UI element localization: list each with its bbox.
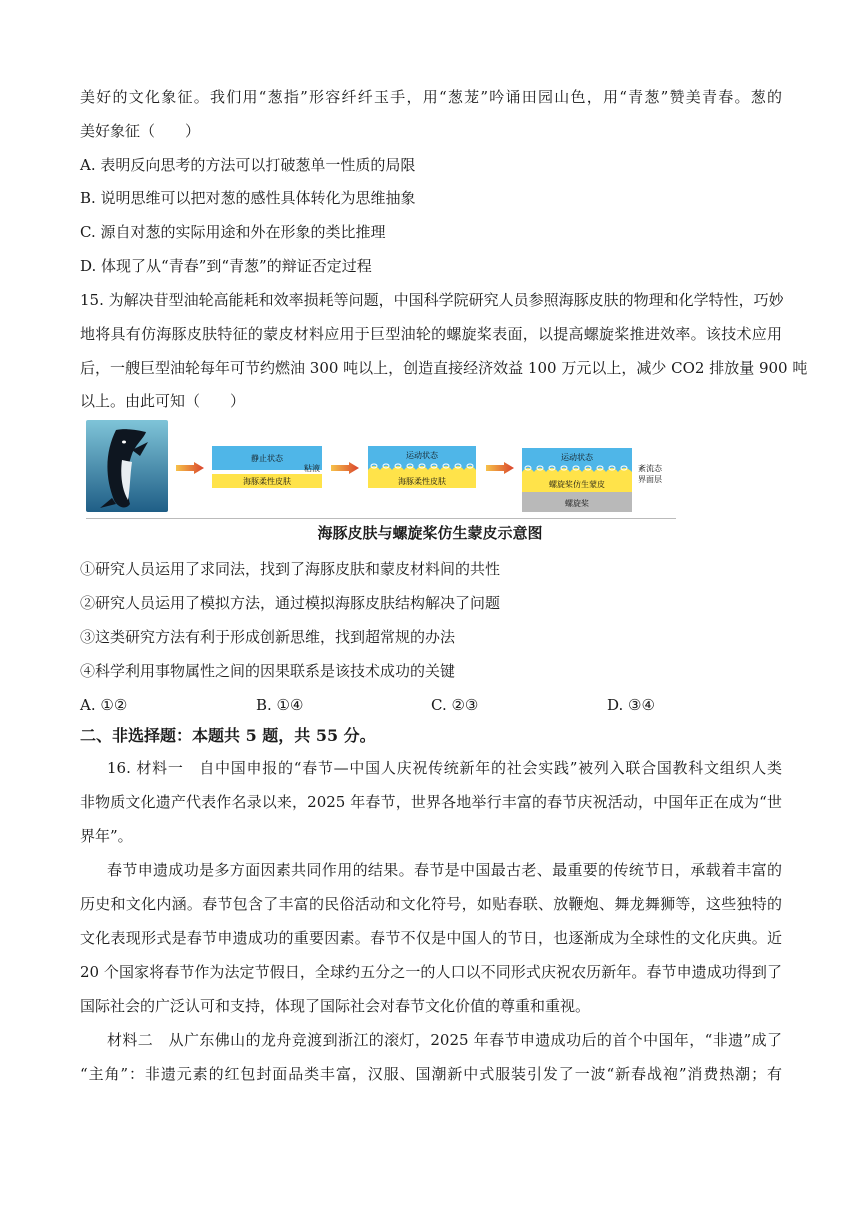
q15-stem-line-1: 15. 为解决苷型油轮高能耗和效率损耗等问题，中国科学院研究人员参照海豚皮肤的物理和化学特性，巧妙 <box>80 291 784 309</box>
section-heading: 二、非选择题：本题共 5 题，共 55 分。 <box>80 726 376 745</box>
q15-choice-a: A. ①② <box>80 696 128 714</box>
dolphin-photo <box>86 420 168 512</box>
arrow-icon <box>176 462 204 474</box>
panel-static-label: 静止状态 <box>251 454 283 463</box>
q14-option-d: D. 体现了从“青春”到“青葱”的辩证否定过程 <box>80 257 372 275</box>
panel-moving-skin-label: 海豚柔性皮肤 <box>398 477 446 486</box>
q15-choice-c: C. ②③ <box>431 696 479 714</box>
q15-choice-d: D. ③④ <box>607 696 655 714</box>
q14-option-c: C. 源自对葱的实际用途和外在形象的类比推理 <box>80 223 386 241</box>
panel-propeller-label: 运动状态 <box>561 453 593 462</box>
mucus-label: 粘液 <box>304 464 320 473</box>
skin-panel-moving <box>368 446 476 490</box>
q15-statement-3: ③这类研究方法有利于形成创新思维，找到超常规的办法 <box>80 628 456 646</box>
q16-p1-line-3: 界年”。 <box>80 827 133 845</box>
q16-p1-line-1: 16. 材料一 自中国申报的“春节—中国人庆祝传统新年的社会实践”被列入联合国教科文组织人类 <box>107 759 782 777</box>
q16-p3-line-1: 材料二 从广东佛山的龙舟竞渡到浙江的滚灯，2025 年春节申遗成功后的首个中国年，“非遗”成了 <box>107 1031 782 1049</box>
figure-caption: 海豚皮肤与螺旋桨仿生蒙皮示意图 <box>317 524 543 542</box>
skin-panel-propeller <box>522 448 632 512</box>
vortex-row-icon <box>368 460 476 474</box>
q15-statement-1: ①研究人员运用了求同法，找到了海豚皮肤和蒙皮材料间的共性 <box>80 560 501 578</box>
propeller-label: 螺旋桨 <box>565 499 589 508</box>
vortex-row-icon <box>522 462 632 476</box>
panel-propeller-skin-label: 螺旋桨仿生蒙皮 <box>549 480 605 489</box>
q16-p3-line-2: “主角”：非遗元素的红包封面品类丰富，汉服、国潮新中式服装引发了一波“新春战袍”消费热潮；有 <box>80 1065 782 1083</box>
q14-stem-line-1: 美好的文化象征。我们用“葱指”形容纤纤玉手，用“葱茏”吟诵田园山色，用“青葱”赞美青春。葱的 <box>80 88 782 106</box>
q14-stem-line-2: 美好象征（ ） <box>80 122 201 140</box>
q15-stem-line-3: 后，一艘巨型油轮每年可节约燃油 300 吨以上，创造直接经济效益 100 万元以上，减少 CO2 排放量 900 吨 <box>80 359 808 377</box>
q14-option-b: B. 说明思维可以把对葱的感性具体转化为思维抽象 <box>80 189 416 207</box>
q15-statement-4: ④科学利用事物属性之间的因果联系是该技术成功的关键 <box>80 662 456 680</box>
q16-p1-line-2: 非物质文化遗产代表作名录以来，2025 年春节，世界各地举行丰富的春节庆祝活动，中国年正在成为“世 <box>80 793 782 811</box>
q16-p2-line-5: 国际社会的广泛认可和支持，体现了国际社会对春节文化价值的尊重和重视。 <box>80 997 591 1015</box>
panel-static-skin-label: 海豚柔性皮肤 <box>243 477 291 486</box>
q15-stem-line-4: 以上。由此可知（ ） <box>80 392 246 410</box>
q16-p2-line-2: 历史和文化内涵。春节包含了丰富的民俗活动和文化符号，如贴春联、放鞭炮、舞龙舞狮等，这些独特的 <box>80 895 782 913</box>
q14-option-a: A. 表明反向思考的方法可以打破葱单一性质的局限 <box>80 156 416 174</box>
q16-p2-line-3: 文化表现形式是春节申遗成功的重要因素。春节不仅是中国人的节日，也逐渐成为全球性的文化庆典。近 <box>80 929 782 947</box>
interface-layer-label: 界面层 <box>638 475 662 484</box>
q15-stem-line-2: 地将具有仿海豚皮肤特征的蒙皮材料应用于巨型油轮的螺旋桨表面，以提高螺旋桨推进效率。该技术应用 <box>80 325 782 343</box>
q16-p2-line-1: 春节申遗成功是多方面因素共同作用的结果。春节是中国最古老、最重要的传统节日，承载着丰富的 <box>107 861 782 879</box>
q15-statement-2: ②研究人员运用了模拟方法，通过模拟海豚皮肤结构解决了问题 <box>80 594 501 612</box>
q16-p2-line-4: 20 个国家将春节作为法定节假日，全球约五分之一的人口以不同形式庆祝农历新年。春节申遗成功得到了 <box>80 963 782 981</box>
turbulence-label: 紊流态 <box>638 464 662 473</box>
arrow-icon <box>331 462 359 474</box>
arrow-icon <box>486 462 514 474</box>
dolphin-skin-figure <box>86 420 686 520</box>
q15-choice-b: B. ①④ <box>256 696 304 714</box>
panel-moving-label: 运动状态 <box>406 451 438 460</box>
figure-divider <box>86 518 676 519</box>
